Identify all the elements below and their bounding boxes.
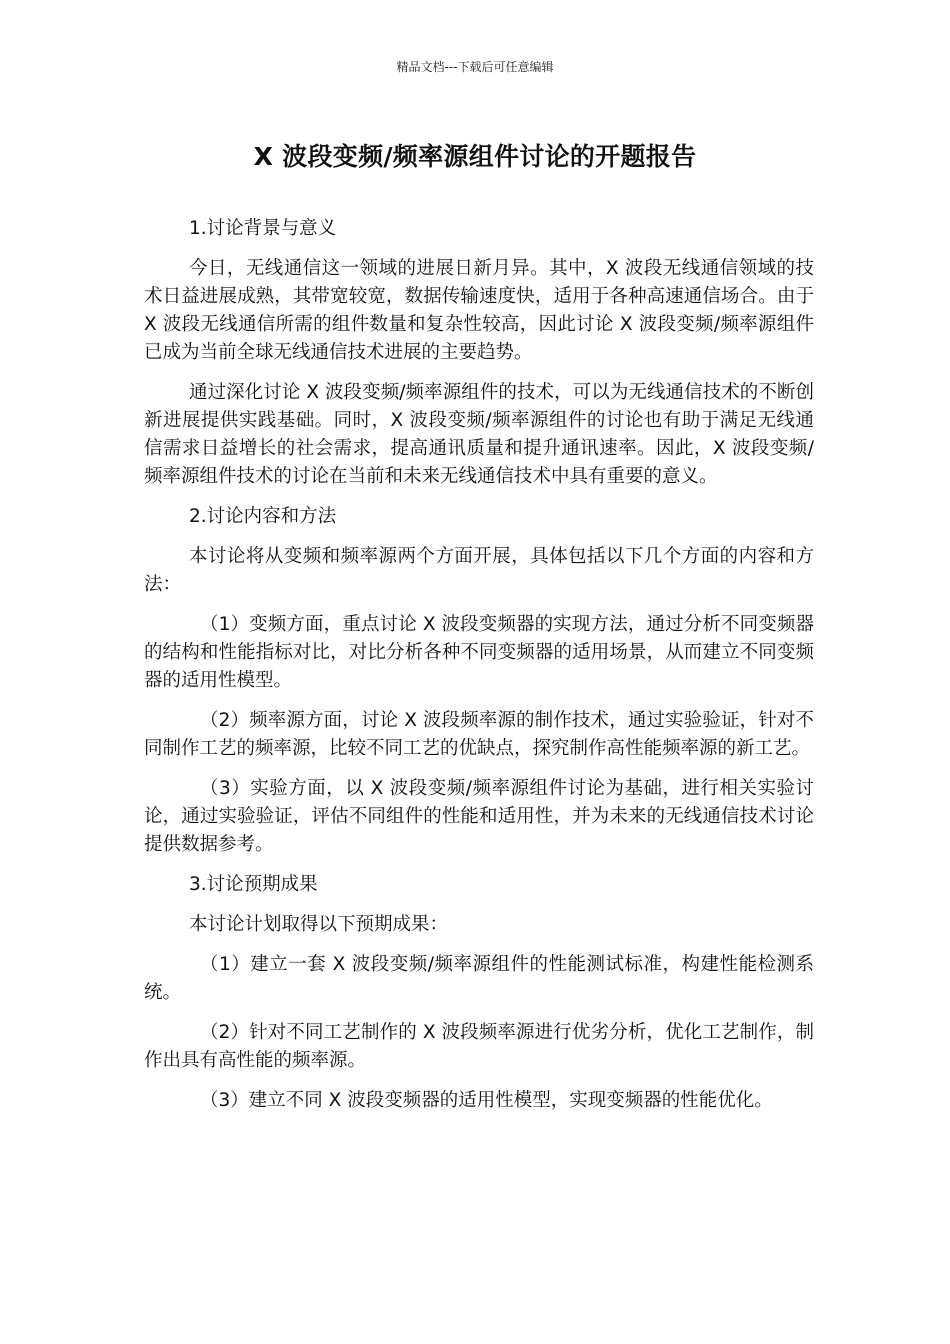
- list-item-experiment: （3）实验方面，以 X 波段变频/频率源组件讨论为基础，进行相关实验讨论，通过实验验证，评估不同组件的性能和适用性，并为未来的无线通信技术讨论提供数据参考。: [144, 778, 814, 855]
- list-item-frequency-conversion: （1）变频方面，重点讨论 X 波段变频器的实现方法，通过分析不同变频器的结构和性能指标对比，对比分析各种不同变频器的适用场景，从而建立不同变频器的适用性模型。: [144, 614, 814, 691]
- list-item-result-2: （2）针对不同工艺制作的 X 波段频率源进行优劣分析，优化工艺制作，制作出具有高性能的频率源。: [144, 1022, 814, 1071]
- paragraph-methods-intro: 本讨论将从变频和频率源两个方面开展，具体包括以下几个方面的内容和方法：: [144, 546, 814, 595]
- document-body: [144, 215, 814, 1127]
- header-note: 精品文档---下载后可任意编辑: [396, 60, 554, 74]
- list-item-frequency-source: （2）频率源方面，讨论 X 波段频率源的制作技术，通过实验验证，针对不同制作工艺的频率源，比较不同工艺的优缺点，探究制作高性能频率源的新工艺。: [144, 710, 814, 759]
- document-title: X 波段变频/频率源组件讨论的开题报告: [253, 142, 697, 171]
- paragraph-background-2: 通过深化讨论 X 波段变频/频率源组件的技术，可以为无线通信技术的不断创新进展提供实践基础。同时，X 波段变频/频率源组件的讨论也有助于满足无线通信需求日益增长的社会需求，提高通讯质量和提升通讯速率。因此，X 波段变频/频率源组件技术的讨论在当前和未来无线通信技术中具有重要的意义。: [144, 382, 814, 487]
- section-heading-expected-results: 3.讨论预期成果: [189, 874, 318, 895]
- paragraph-results-intro: 本讨论计划取得以下预期成果：: [189, 914, 449, 935]
- list-item-result-1: （1）建立一套 X 波段变频/频率源组件的性能测试标准，构建性能检测系统。: [144, 954, 814, 1003]
- list-item-result-3: （3）建立不同 X 波段变频器的适用性模型，实现变频器的性能优化。: [200, 1090, 773, 1111]
- section-heading-content-methods: 2.讨论内容和方法: [189, 506, 337, 527]
- section-heading-background: 1.讨论背景与意义: [189, 218, 337, 239]
- paragraph-background-1: 今日，无线通信这一领域的进展日新月异。其中，X 波段无线通信领域的技术日益进展成熟，其带宽较宽，数据传输速度快，适用于各种高速通信场合。由于 X 波段无线通信所需的组件数量和复杂性较高，因此讨论 X 波段变频/频率源组件已成为当前全球无线通信技术进展的主要趋势。: [144, 258, 814, 363]
